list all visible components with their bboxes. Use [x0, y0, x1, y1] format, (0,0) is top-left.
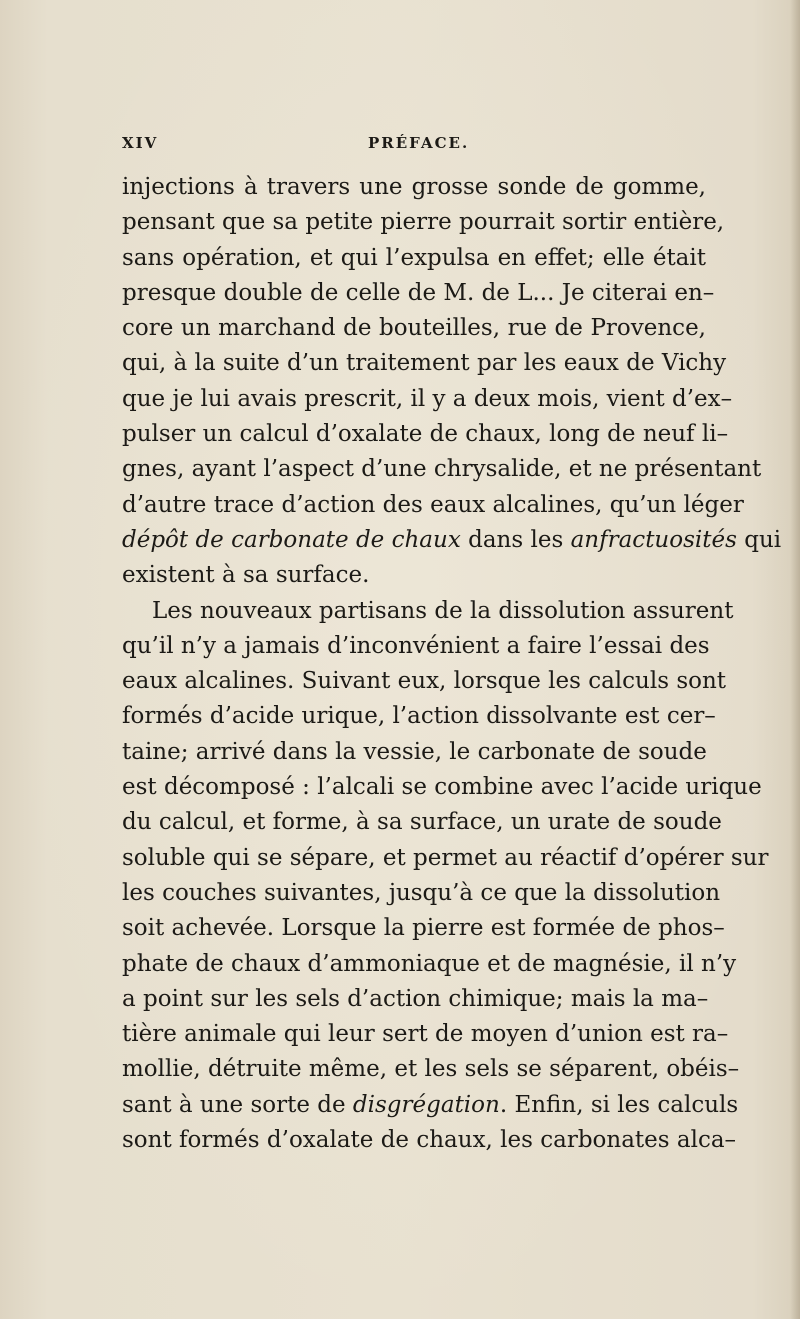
text-line — [122, 241, 706, 276]
text-segment: sans opération, et qui l’expulsa en effet; elle était — [122, 244, 706, 271]
text-segment: Les nouveaux partisans de la dissolution assurent — [152, 597, 734, 624]
page-header — [122, 134, 706, 156]
page-number: XIV — [122, 134, 159, 152]
text-line — [122, 417, 729, 452]
text-segment: gnes, ayant l’aspect d’une chrysalide, et ne présentant — [122, 456, 762, 483]
text-segment: d’autre trace d’action des eaux alcalines, qu’un léger — [122, 491, 744, 518]
text-line — [122, 452, 762, 487]
text-line — [122, 1017, 729, 1052]
text-segment: sont formés d’oxalate de chaux, les carbonates alca– — [122, 1127, 737, 1154]
text-segment: core un marchand de bouteilles, rue de Provence, — [122, 315, 706, 342]
text-segment: est décomposé : l’alcali se combine avec l’acide urique — [122, 774, 762, 801]
text-line — [122, 170, 706, 205]
text-segment: dans les — [460, 526, 571, 553]
text-segment: qu’il n’y a jamais d’inconvénient a faire l’essai des — [122, 632, 710, 659]
text-line — [122, 911, 725, 946]
text-line — [122, 523, 782, 558]
text-segment: pulser un calcul d’oxalate de chaux, long de neuf li– — [122, 421, 729, 448]
text-segment: taine; arrivé dans la vessie, le carbonate de soude — [122, 738, 707, 765]
text-line — [122, 664, 727, 699]
text-segment: que je lui avais prescrit, il y a deux mois, vient d’ex– — [122, 385, 733, 412]
text-segment: phate de chaux d’ammoniaque et de magnésie, il n’y — [122, 950, 737, 977]
text-segment: soluble qui se sépare, et permet au réactif d’opérer sur — [122, 844, 769, 871]
text-segment: qui, à la suite d’un traitement par les eaux de Vichy — [122, 350, 727, 377]
text-line — [122, 276, 715, 311]
text-line — [122, 805, 722, 840]
page-edge-shadow — [790, 0, 800, 1319]
text-segment: les couches suivantes, jusqu’à ce que la dissolution — [122, 879, 721, 906]
text-segment: eaux alcalines. Suivant eux, lorsque les calculs sont — [122, 668, 727, 695]
italic-text: dépôt de carbonate de chaux — [122, 526, 461, 553]
text-segment: mollie, détruite même, et les sels se séparent, obéis– — [122, 1056, 740, 1083]
text-segment: . Enfin, si les calculs — [499, 1091, 739, 1118]
text-segment: existent à sa surface. — [122, 562, 370, 589]
italic-text: disgrégation — [352, 1091, 500, 1118]
text-line — [122, 699, 716, 734]
text-line — [122, 876, 721, 911]
text-segment: presque double de celle de M. de L... Je citerai en– — [122, 279, 715, 306]
text-segment: formés d’acide urique, l’action dissolvante est cer– — [122, 703, 716, 730]
text-line — [122, 594, 734, 629]
text-segment: injections à travers une grosse sonde de gomme, — [122, 174, 706, 200]
text-segment: pensant que sa petite pierre pourrait sortir entière, — [122, 209, 725, 236]
text-segment: tière animale qui leur sert de moyen d’union est ra– — [122, 1021, 729, 1048]
text-segment: du calcul, et forme, à sa surface, un urate de soude — [122, 809, 722, 836]
body-text — [122, 170, 782, 1158]
text-line — [122, 1123, 737, 1158]
text-line — [122, 382, 733, 417]
text-segment: qui — [736, 526, 782, 553]
text-line — [122, 947, 737, 982]
text-segment: soit achevée. Lorsque la pierre est formée de phos– — [122, 915, 725, 942]
text-segment: sant à une sorte de — [122, 1091, 353, 1118]
text-line — [122, 1052, 740, 1087]
text-line — [122, 205, 725, 240]
text-line — [122, 982, 709, 1017]
text-line — [122, 841, 769, 876]
text-line — [122, 346, 727, 381]
text-line — [122, 488, 744, 523]
text-line — [122, 770, 762, 805]
text-line — [122, 558, 706, 593]
text-line — [122, 735, 706, 770]
text-line — [122, 629, 710, 664]
running-title: PRÉFACE. — [368, 134, 470, 152]
italic-text: anfractuosités — [570, 526, 737, 553]
text-line — [122, 311, 706, 346]
text-segment: a point sur les sels d’action chimique; mais la ma– — [122, 985, 709, 1012]
text-line — [122, 1088, 739, 1123]
